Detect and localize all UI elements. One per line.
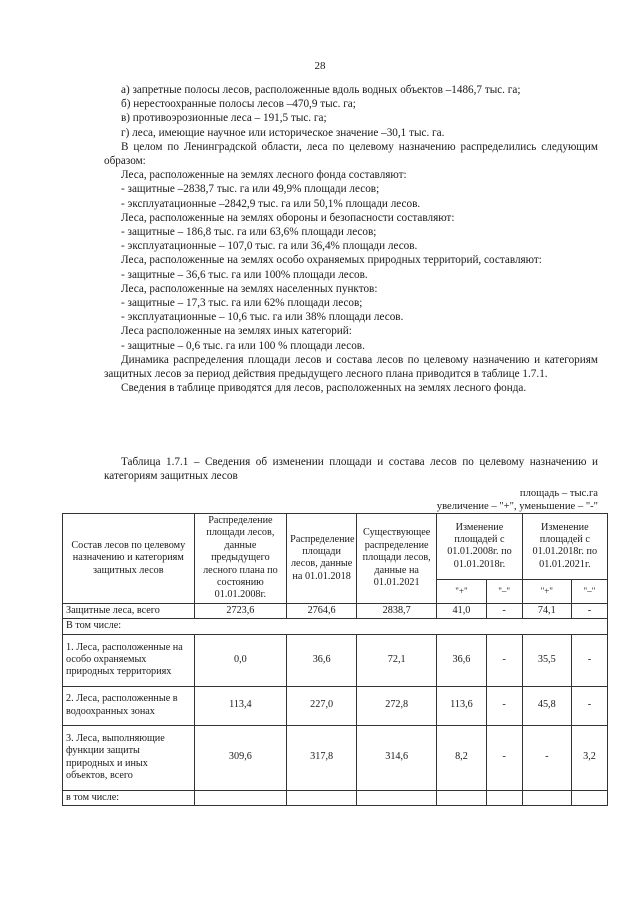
header-change-2008-2018: Изменение площадей с 01.01.2008г. по 01.01.2018г. [437, 514, 522, 580]
header-change-2018-2021: Изменение площадей с 01.01.2018г. по 01.01.2021г. [522, 514, 607, 580]
table-caption [104, 455, 598, 483]
cell-2018: 36,6 [287, 634, 357, 686]
table-row [63, 790, 608, 805]
table-row [63, 619, 608, 634]
empty-cell [357, 790, 437, 805]
paragraph: Динамика распределения площади лесов и состава лесов по целевому назначению и категориям защитных лесов за период действия предыдущего лесного плана приводится в таблице 1.7.1. [104, 353, 598, 381]
table-caption-text: Таблица 1.7.1 – Сведения об изменении площади и состава лесов по целевому назначению и категориям защитных лесов [104, 456, 598, 483]
cell-2021: 72,1 [357, 634, 437, 686]
empty-cell [437, 790, 486, 805]
cell-minus-1: - [486, 725, 522, 790]
cell-minus-1: - [486, 603, 522, 618]
cell-minus-1: - [486, 634, 522, 686]
cell-2018: 317,8 [287, 725, 357, 790]
body-text [104, 83, 598, 395]
list-item: - эксплуатационные –2842,9 тыс. га или 50,1% площади лесов. [121, 197, 421, 210]
cell-plus-1: 36,6 [437, 634, 486, 686]
list-item: - защитные – 17,3 тыс. га или 62% площади лесов; [121, 297, 363, 310]
empty-cell [287, 790, 357, 805]
header-dist-2008: Распределение площади лесов, данные предыдущего лесного плана по состоянию 01.01.2008г. [194, 514, 287, 604]
empty-cell [571, 790, 607, 805]
page-number: 28 [314, 60, 326, 72]
cell-minus-2: - [571, 686, 607, 725]
forest-distribution-table [62, 513, 608, 806]
table-row [63, 634, 608, 686]
paragraph: г) леса, имеющие научное или историческое значение –30,1 тыс. га. [121, 126, 445, 139]
cell-plus-1: 41,0 [437, 603, 486, 618]
paragraph: б) нерестоохранные полосы лесов –470,9 тыс. га; [121, 98, 356, 111]
row-label: в том числе: [63, 790, 195, 805]
cell-2008: 0,0 [194, 634, 287, 686]
list-item: - защитные –2838,7 тыс. га или 49,9% площади лесов; [121, 183, 380, 196]
row-label: 1. Леса, расположенные на особо охраняемых природных территориях [63, 634, 195, 686]
paragraph: Леса, расположенные на землях лесного фонда составляют: [121, 169, 407, 182]
cell-minus-2: - [571, 603, 607, 618]
cell-2018: 227,0 [287, 686, 357, 725]
cell-2008: 309,6 [194, 725, 287, 790]
empty-cell [522, 790, 571, 805]
list-item: - эксплуатационные – 10,6 тыс. га или 38% площади лесов. [121, 311, 404, 324]
paragraph: Сведения в таблице приводятся для лесов, расположенных на землях лесного фонда. [121, 382, 527, 395]
units-sign-legend: увеличение – "+", уменьшение – "-" [436, 500, 598, 512]
cell-plus-2: 74,1 [522, 603, 571, 618]
table-row [63, 686, 608, 725]
table-header-row [63, 514, 608, 580]
empty-cell [486, 790, 522, 805]
cell-minus-1: - [486, 686, 522, 725]
list-item: - эксплуатационные – 107,0 тыс. га или 36,4% площади лесов. [121, 240, 418, 253]
cell-2018: 2764,6 [287, 603, 357, 618]
header-plus: "+" [522, 579, 571, 603]
cell-plus-1: 8,2 [437, 725, 486, 790]
header-existing-2021: Существующее распределение площади лесов, данные на 01.01.2021 [357, 514, 437, 604]
header-composition: Состав лесов по целевому назначению и категориям защитных лесов [63, 514, 195, 604]
empty-cell [194, 790, 287, 805]
cell-2008: 2723,6 [194, 603, 287, 618]
cell-plus-1: 113,6 [437, 686, 486, 725]
units-area: площадь – тыс.га [519, 488, 598, 499]
cell-minus-2: - [571, 634, 607, 686]
table-row [63, 603, 608, 618]
cell-2021: 2838,7 [357, 603, 437, 618]
cell-2008: 113,4 [194, 686, 287, 725]
list-item: - защитные – 186,8 тыс. га или 63,6% площади лесов; [121, 226, 377, 239]
list-item: - защитные – 36,6 тыс. га или 100% площади лесов. [121, 268, 368, 281]
header-minus: "–" [486, 579, 522, 603]
paragraph: В целом по Ленинградской области, леса по целевому назначению распределились следующим образом: [104, 140, 598, 168]
table-row [63, 725, 608, 790]
paragraph: Леса расположенные на землях иных категорий: [121, 325, 352, 338]
paragraph: в) противоэрозионные леса – 191,5 тыс. га; [121, 112, 327, 125]
cell-minus-2: 3,2 [571, 725, 607, 790]
row-label: В том числе: [63, 619, 608, 634]
row-label: 2. Леса, расположенные в водоохранных зонах [63, 686, 195, 725]
header-minus: "–" [571, 579, 607, 603]
cell-plus-2: 45,8 [522, 686, 571, 725]
cell-plus-2: 35,5 [522, 634, 571, 686]
list-item: - защитные – 0,6 тыс. га или 100 % площади лесов. [121, 339, 365, 352]
cell-plus-2: - [522, 725, 571, 790]
table-units [298, 488, 598, 513]
paragraph: Леса, расположенные на землях обороны и безопасности составляют: [121, 211, 455, 224]
paragraph: а) запретные полосы лесов, расположенные вдоль водных объектов –1486,7 тыс. га; [121, 84, 521, 96]
header-plus: "+" [437, 579, 486, 603]
cell-2021: 314,6 [357, 725, 437, 790]
cell-2021: 272,8 [357, 686, 437, 725]
paragraph: Леса, расположенные на землях населенных пунктов: [121, 282, 378, 295]
paragraph: Леса, расположенные на землях особо охраняемых природных территорий, составляют: [121, 254, 542, 267]
header-dist-2018: Распределение площади лесов, данные на 01.01.2018 [287, 514, 357, 604]
row-label: 3. Леса, выполняющие функции защиты природных и иных объектов, всего [63, 725, 195, 790]
row-label: Защитные леса, всего [63, 603, 195, 618]
